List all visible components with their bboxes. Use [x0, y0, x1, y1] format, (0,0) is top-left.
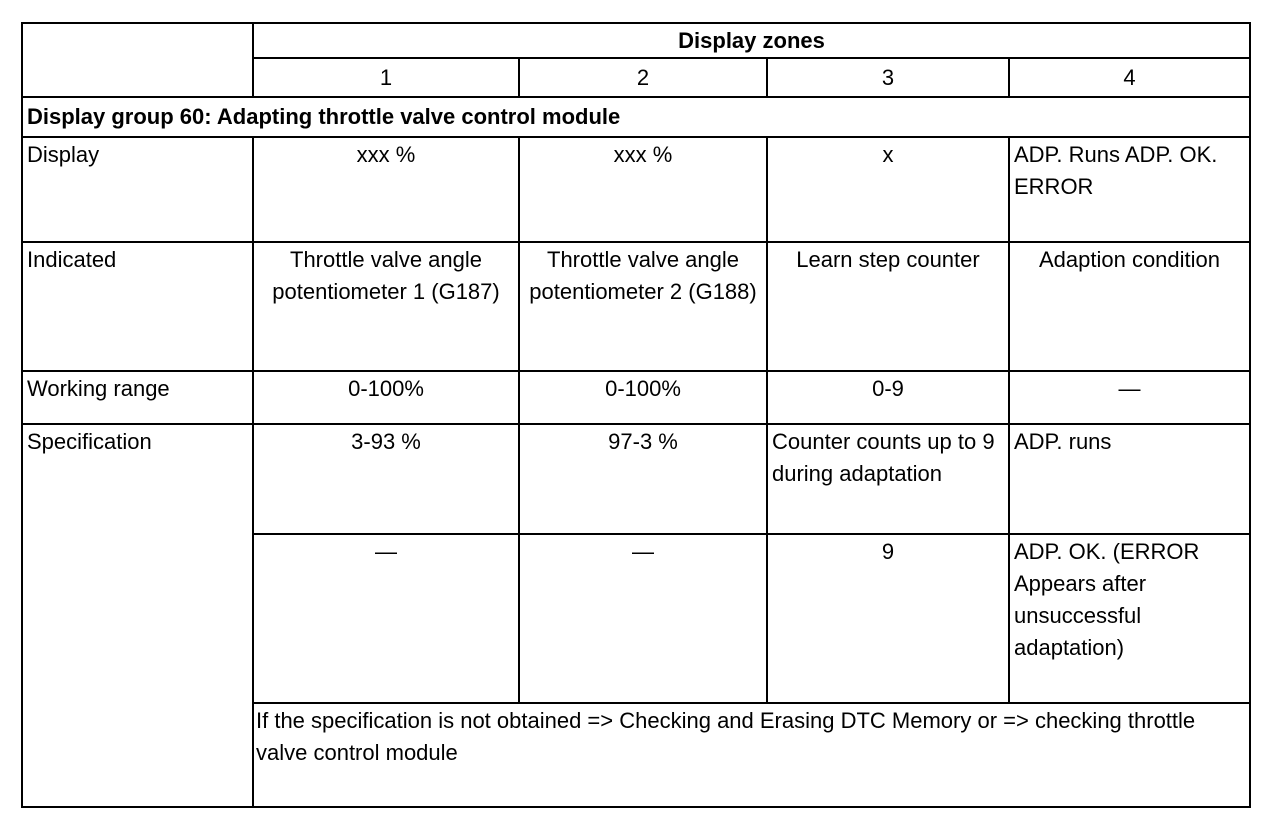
zone-number-2: 2 — [519, 58, 767, 97]
row-label-working-range: Working range — [22, 371, 253, 424]
group-title: Display group 60: Adapting throttle valve control module — [22, 97, 1250, 137]
specification-footnote: If the specification is not obtained => Checking and Erasing DTC Memory or => checking throttle valve control module — [253, 703, 1250, 807]
spec2-zone-2: — — [519, 534, 767, 703]
group-title-row — [22, 97, 1250, 137]
table-row-working-range — [22, 371, 1250, 424]
table-row-indicated — [22, 242, 1250, 371]
header-blank-cell — [22, 23, 253, 97]
indicated-zone-2: Throttle valve angle potentiometer 2 (G188) — [519, 242, 767, 371]
indicated-zone-4: Adaption condition — [1009, 242, 1250, 371]
spec1-zone-3: Counter counts up to 9 during adaptation — [767, 424, 1009, 534]
display-zone-3: x — [767, 137, 1009, 242]
header-row-zones — [22, 23, 1250, 58]
display-group-table — [21, 22, 1251, 808]
table-row-display — [22, 137, 1250, 242]
zone-number-4: 4 — [1009, 58, 1250, 97]
display-zone-4: ADP. Runs ADP. OK. ERROR — [1009, 137, 1250, 242]
spec1-zone-2: 97-3 % — [519, 424, 767, 534]
spec2-zone-1: — — [253, 534, 519, 703]
display-zone-1: xxx % — [253, 137, 519, 242]
row-label-indicated: Indicated — [22, 242, 253, 371]
indicated-zone-1: Throttle valve angle potentiometer 1 (G187) — [253, 242, 519, 371]
row-label-display: Display — [22, 137, 253, 242]
spec1-zone-4: ADP. runs — [1009, 424, 1250, 534]
working-range-zone-4: — — [1009, 371, 1250, 424]
zone-number-1: 1 — [253, 58, 519, 97]
working-range-zone-1: 0-100% — [253, 371, 519, 424]
spec1-zone-1: 3-93 % — [253, 424, 519, 534]
spec2-zone-3: 9 — [767, 534, 1009, 703]
table-row-specification-1 — [22, 424, 1250, 534]
spec2-zone-4: ADP. OK. (ERROR Appears after unsuccessful adaptation) — [1009, 534, 1250, 703]
display-zone-2: xxx % — [519, 137, 767, 242]
indicated-zone-3: Learn step counter — [767, 242, 1009, 371]
display-zones-header: Display zones — [253, 23, 1250, 58]
working-range-zone-3: 0-9 — [767, 371, 1009, 424]
zone-number-3: 3 — [767, 58, 1009, 97]
row-label-specification: Specification — [22, 424, 253, 807]
working-range-zone-2: 0-100% — [519, 371, 767, 424]
